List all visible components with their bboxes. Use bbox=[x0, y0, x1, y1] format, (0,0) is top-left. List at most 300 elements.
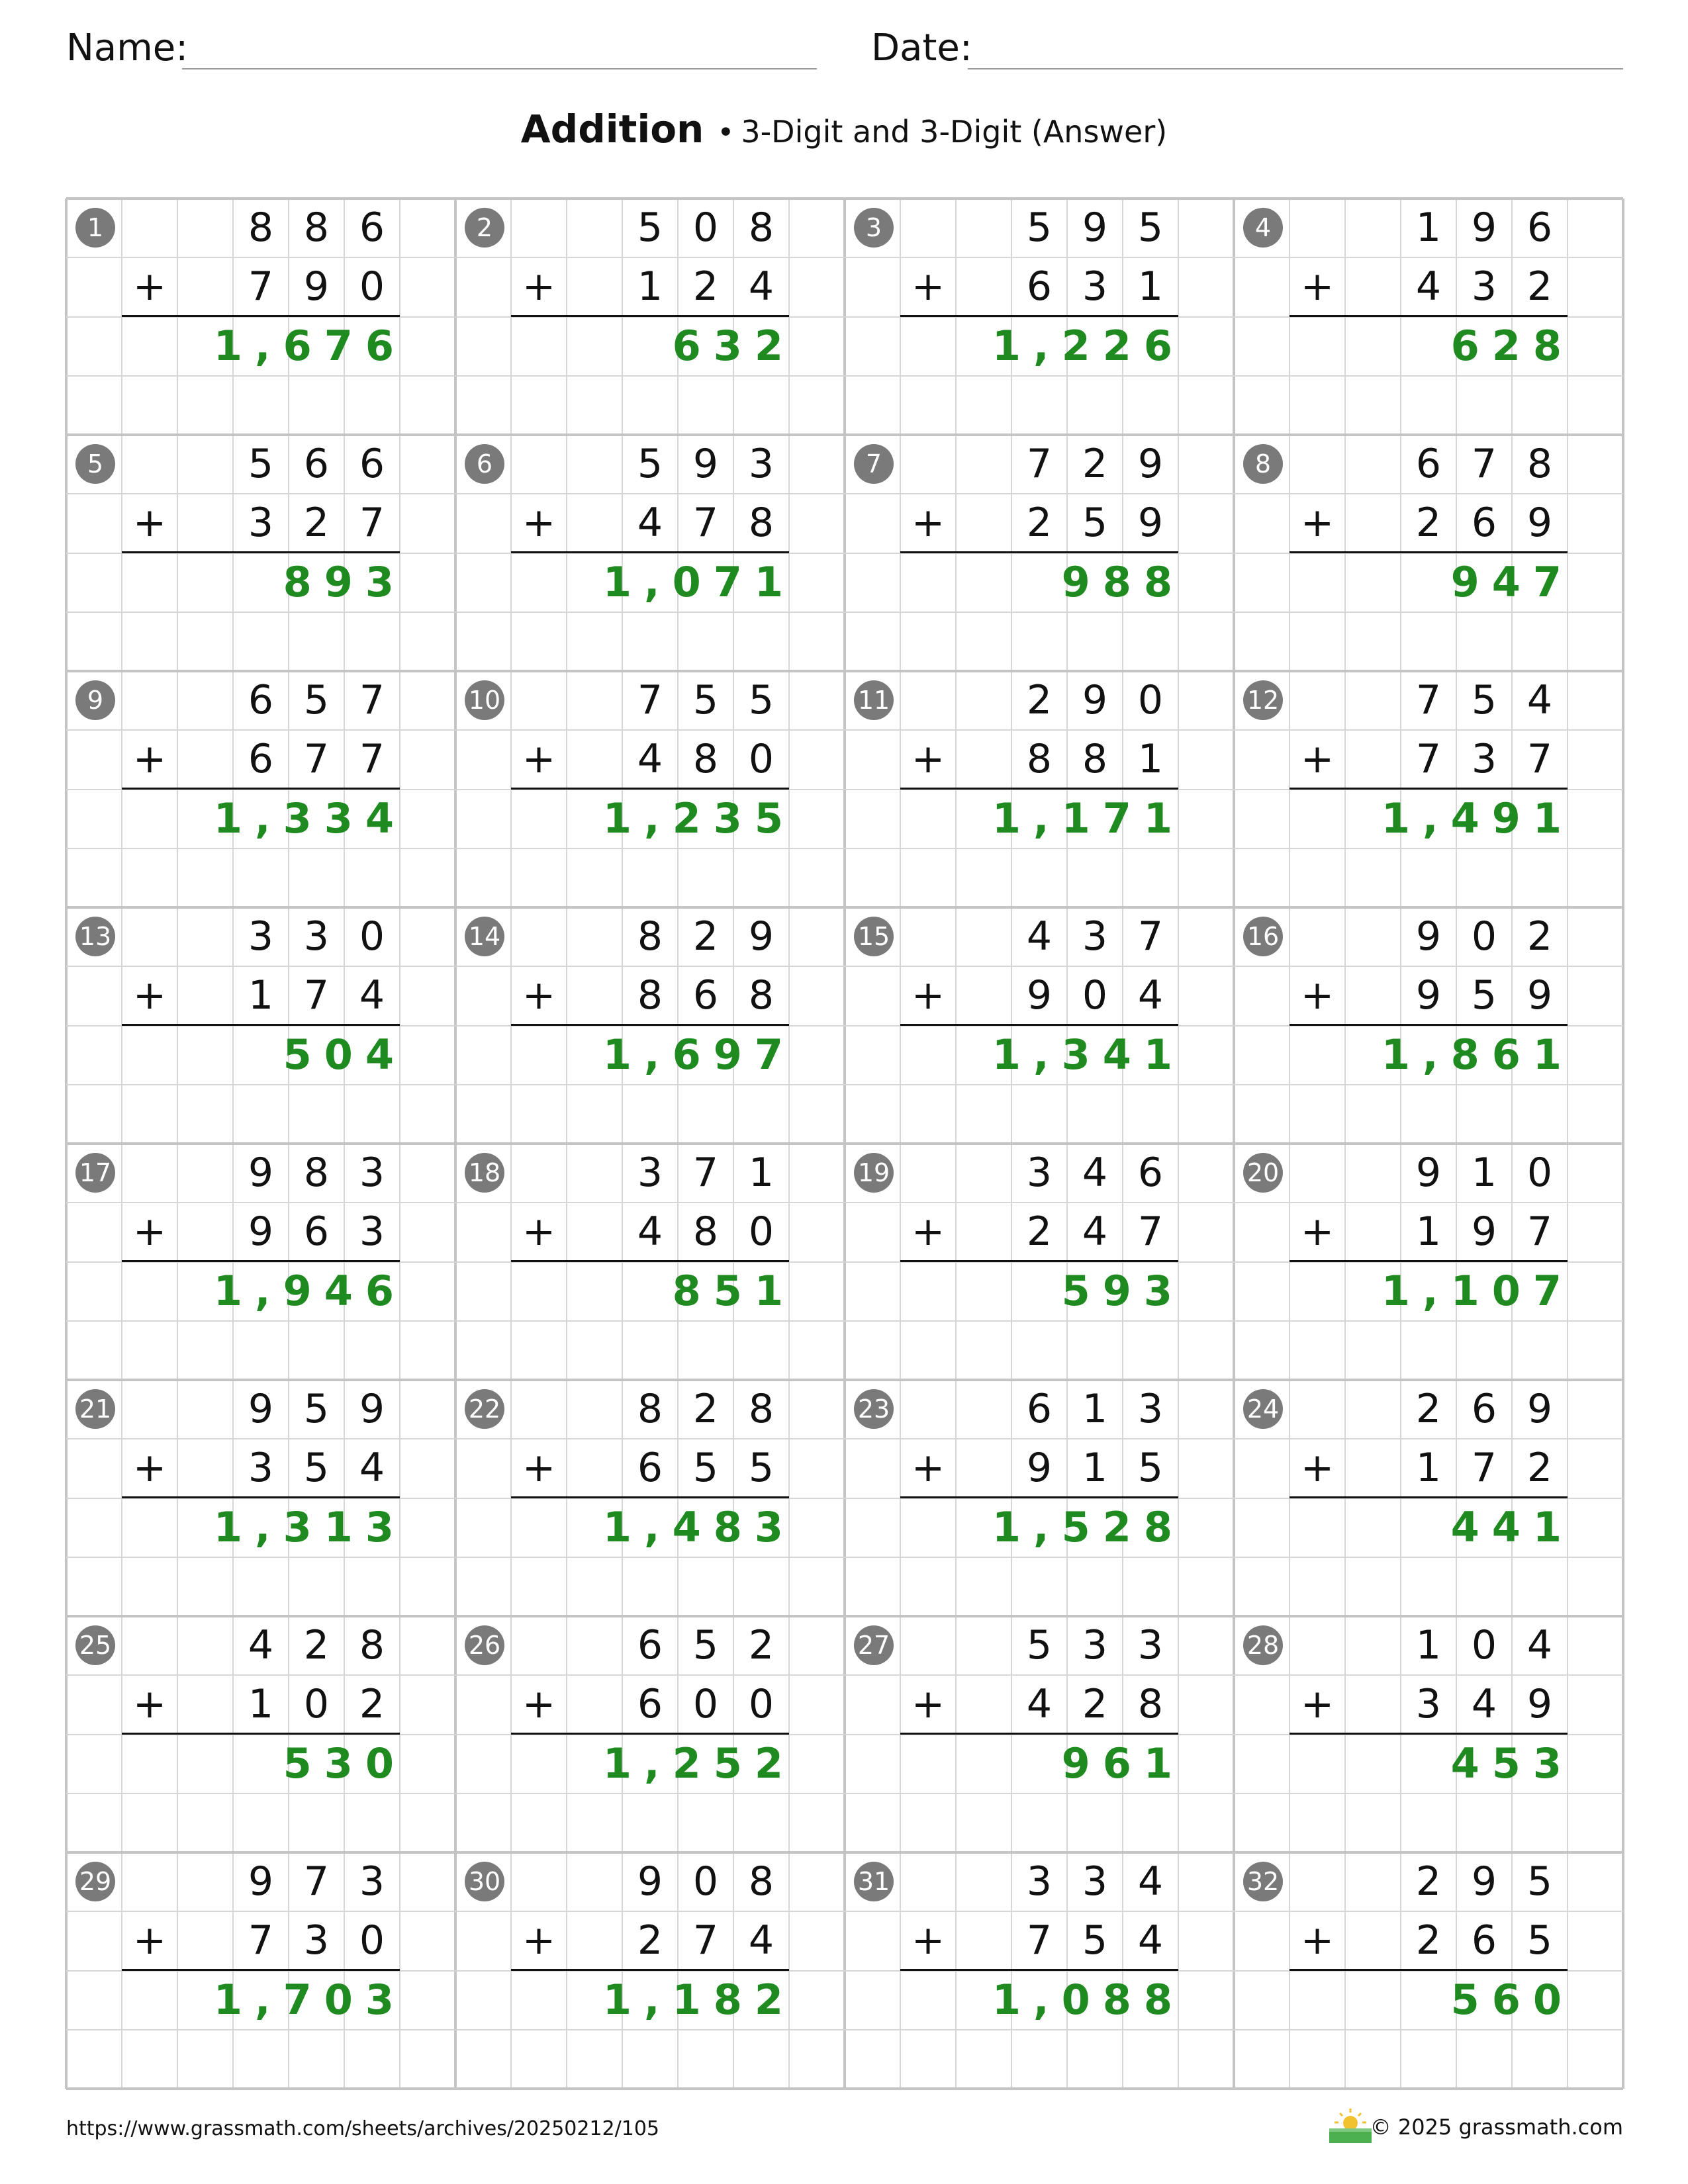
digit-cell: 2 bbox=[1526, 913, 1553, 960]
digit-cell: 4 bbox=[748, 1917, 774, 1964]
answer: 628 bbox=[1450, 322, 1574, 370]
digit-cell: 4 bbox=[637, 1208, 663, 1255]
digit-cell: 4 bbox=[1137, 1917, 1164, 1964]
digit-cell: 3 bbox=[1415, 1681, 1442, 1728]
problem-number-badge: 1 bbox=[75, 208, 115, 248]
digit-cell: 9 bbox=[248, 1150, 274, 1196]
digit-cell: 0 bbox=[692, 205, 719, 251]
digit-cell: 9 bbox=[1526, 1681, 1553, 1728]
digit-cell: 4 bbox=[1026, 1681, 1053, 1728]
answer: 1,182 bbox=[602, 1976, 796, 2024]
plus-sign: + bbox=[1300, 1917, 1335, 1964]
addition-problem bbox=[455, 1380, 845, 1616]
digit-cell: 2 bbox=[359, 1681, 385, 1728]
answer: 1,697 bbox=[602, 1030, 796, 1079]
digit-cell: 5 bbox=[637, 205, 663, 251]
plus-sign: + bbox=[522, 500, 556, 547]
digit-cell: 0 bbox=[303, 1681, 330, 1728]
digit-cell: 6 bbox=[1526, 205, 1553, 251]
digit-cell: 0 bbox=[1471, 1622, 1497, 1668]
addition-problem bbox=[1234, 1380, 1623, 1616]
digit-cell: 8 bbox=[359, 1622, 385, 1668]
answer: 961 bbox=[1061, 1739, 1185, 1788]
name-line[interactable] bbox=[182, 68, 817, 69]
digit-cell: 9 bbox=[1082, 205, 1108, 251]
digit-cell: 7 bbox=[248, 263, 274, 310]
digit-cell: 5 bbox=[692, 677, 719, 723]
digit-cell: 4 bbox=[248, 1622, 274, 1668]
plus-sign: + bbox=[911, 1681, 945, 1728]
digit-cell: 7 bbox=[1415, 677, 1442, 723]
digit-cell: 3 bbox=[1082, 1622, 1108, 1668]
digit-cell: 9 bbox=[1026, 1445, 1053, 1492]
addition-problem bbox=[1234, 1144, 1623, 1380]
addition-problem bbox=[845, 1380, 1234, 1616]
digit-cell: 3 bbox=[248, 913, 274, 960]
problem-number-badge: 4 bbox=[1243, 208, 1283, 248]
answer: 1,071 bbox=[602, 558, 796, 606]
digit-cell: 7 bbox=[1526, 736, 1553, 783]
problem-number-badge: 5 bbox=[75, 444, 115, 484]
digit-cell: 1 bbox=[1471, 1150, 1497, 1196]
digit-cell: 2 bbox=[1026, 500, 1053, 547]
digit-cell: 7 bbox=[303, 972, 330, 1019]
addition-problem bbox=[455, 1852, 845, 2089]
addition-problem bbox=[1234, 435, 1623, 671]
digit-cell: 5 bbox=[1471, 677, 1497, 723]
addition-problem bbox=[455, 1144, 845, 1380]
answer: 1,171 bbox=[992, 794, 1185, 842]
digit-cell: 3 bbox=[1137, 1622, 1164, 1668]
digit-cell: 5 bbox=[303, 1386, 330, 1432]
digit-cell: 7 bbox=[1471, 441, 1497, 487]
digit-cell: 6 bbox=[692, 972, 719, 1019]
answer: 1,226 bbox=[992, 322, 1185, 370]
answer: 851 bbox=[672, 1267, 796, 1315]
problem-number-badge: 29 bbox=[75, 1862, 115, 1901]
digit-cell: 9 bbox=[1415, 913, 1442, 960]
addition-problem bbox=[66, 1616, 455, 1852]
digit-cell: 0 bbox=[359, 913, 385, 960]
digit-cell: 8 bbox=[748, 972, 774, 1019]
answer: 1,946 bbox=[213, 1267, 406, 1315]
problem-number-badge: 21 bbox=[75, 1389, 115, 1429]
digit-cell: 9 bbox=[1526, 972, 1553, 1019]
problem-number-badge: 10 bbox=[465, 680, 504, 720]
digit-cell: 5 bbox=[692, 1445, 719, 1492]
digit-cell: 4 bbox=[1471, 1681, 1497, 1728]
answer: 1,483 bbox=[602, 1503, 796, 1551]
digit-cell: 0 bbox=[1471, 913, 1497, 960]
digit-cell: 6 bbox=[303, 441, 330, 487]
digit-cell: 1 bbox=[1082, 1386, 1108, 1432]
digit-cell: 6 bbox=[248, 736, 274, 783]
digit-cell: 3 bbox=[303, 1917, 330, 1964]
title-subtitle: 3-Digit and 3-Digit (Answer) bbox=[741, 114, 1168, 150]
digit-cell: 6 bbox=[637, 1681, 663, 1728]
digit-cell: 2 bbox=[1082, 441, 1108, 487]
addition-problem bbox=[845, 671, 1234, 907]
digit-cell: 9 bbox=[248, 1208, 274, 1255]
digit-cell: 5 bbox=[1082, 500, 1108, 547]
plus-sign: + bbox=[132, 736, 167, 783]
digit-cell: 3 bbox=[1026, 1150, 1053, 1196]
date-line[interactable] bbox=[968, 68, 1623, 69]
answer: 441 bbox=[1450, 1503, 1574, 1551]
problem-number-badge: 11 bbox=[854, 680, 894, 720]
answer: 893 bbox=[283, 558, 406, 606]
digit-cell: 8 bbox=[692, 1208, 719, 1255]
problem-number-badge: 9 bbox=[75, 680, 115, 720]
plus-sign: + bbox=[911, 500, 945, 547]
digit-cell: 8 bbox=[748, 205, 774, 251]
addition-problem bbox=[66, 1852, 455, 2089]
plus-sign: + bbox=[132, 263, 167, 310]
digit-cell: 2 bbox=[1026, 1208, 1053, 1255]
digit-cell: 7 bbox=[692, 1917, 719, 1964]
digit-cell: 2 bbox=[1526, 1445, 1553, 1492]
addition-problem bbox=[66, 671, 455, 907]
plus-sign: + bbox=[522, 1917, 556, 1964]
digit-cell: 2 bbox=[303, 1622, 330, 1668]
digit-cell: 1 bbox=[1415, 1622, 1442, 1668]
digit-cell: 3 bbox=[1471, 263, 1497, 310]
digit-cell: 4 bbox=[748, 263, 774, 310]
addition-problem bbox=[66, 199, 455, 435]
digit-cell: 9 bbox=[1137, 441, 1164, 487]
plus-sign: + bbox=[132, 1681, 167, 1728]
plus-sign: + bbox=[1300, 263, 1335, 310]
digit-cell: 5 bbox=[748, 677, 774, 723]
digit-cell: 4 bbox=[359, 1445, 385, 1492]
plus-sign: + bbox=[1300, 736, 1335, 783]
plus-sign: + bbox=[132, 1208, 167, 1255]
digit-cell: 8 bbox=[248, 205, 274, 251]
digit-cell: 7 bbox=[1137, 1208, 1164, 1255]
plus-sign: + bbox=[132, 972, 167, 1019]
digit-cell: 9 bbox=[1526, 1386, 1553, 1432]
problem-number-badge: 3 bbox=[854, 208, 894, 248]
addition-problem bbox=[66, 1144, 455, 1380]
digit-cell: 2 bbox=[1082, 1681, 1108, 1728]
digit-cell: 2 bbox=[1026, 677, 1053, 723]
digit-cell: 6 bbox=[248, 677, 274, 723]
digit-cell: 2 bbox=[637, 1917, 663, 1964]
digit-cell: 6 bbox=[1137, 1150, 1164, 1196]
addition-problem bbox=[66, 1380, 455, 1616]
digit-cell: 1 bbox=[748, 1150, 774, 1196]
answer: 988 bbox=[1061, 558, 1185, 606]
digit-cell: 9 bbox=[637, 1858, 663, 1905]
digit-cell: 3 bbox=[1026, 1858, 1053, 1905]
plus-sign: + bbox=[522, 1208, 556, 1255]
problem-number-badge: 17 bbox=[75, 1153, 115, 1193]
digit-cell: 7 bbox=[248, 1917, 274, 1964]
digit-cell: 7 bbox=[359, 736, 385, 783]
digit-cell: 6 bbox=[1471, 500, 1497, 547]
answer: 1,528 bbox=[992, 1503, 1185, 1551]
digit-cell: 5 bbox=[692, 1622, 719, 1668]
digit-cell: 5 bbox=[748, 1445, 774, 1492]
digit-cell: 7 bbox=[359, 677, 385, 723]
digit-cell: 3 bbox=[359, 1150, 385, 1196]
problem-number-badge: 12 bbox=[1243, 680, 1283, 720]
digit-cell: 7 bbox=[637, 677, 663, 723]
answer: 560 bbox=[1450, 1976, 1574, 2024]
digit-cell: 8 bbox=[303, 1150, 330, 1196]
digit-cell: 2 bbox=[748, 1622, 774, 1668]
answer: 593 bbox=[1061, 1267, 1185, 1315]
digit-cell: 0 bbox=[748, 1681, 774, 1728]
digit-cell: 6 bbox=[359, 441, 385, 487]
digit-cell: 2 bbox=[303, 500, 330, 547]
digit-cell: 5 bbox=[303, 677, 330, 723]
answer: 1,491 bbox=[1381, 794, 1574, 842]
answer: 1,235 bbox=[602, 794, 796, 842]
digit-cell: 7 bbox=[1415, 736, 1442, 783]
problem-number-badge: 31 bbox=[854, 1862, 894, 1901]
digit-cell: 2 bbox=[1415, 1386, 1442, 1432]
digit-cell: 2 bbox=[1415, 1917, 1442, 1964]
plus-sign: + bbox=[522, 972, 556, 1019]
digit-cell: 3 bbox=[248, 1445, 274, 1492]
problem-grid bbox=[66, 199, 1623, 2089]
plus-sign: + bbox=[911, 1445, 945, 1492]
digit-cell: 6 bbox=[1026, 1386, 1053, 1432]
plus-sign: + bbox=[522, 1681, 556, 1728]
digit-cell: 9 bbox=[1415, 1150, 1442, 1196]
digit-cell: 3 bbox=[359, 1858, 385, 1905]
digit-cell: 3 bbox=[637, 1150, 663, 1196]
digit-cell: 0 bbox=[692, 1681, 719, 1728]
addition-problem bbox=[1234, 199, 1623, 435]
answer: 453 bbox=[1450, 1739, 1574, 1788]
digit-cell: 7 bbox=[1026, 441, 1053, 487]
digit-cell: 0 bbox=[359, 1917, 385, 1964]
digit-cell: 3 bbox=[248, 500, 274, 547]
digit-cell: 7 bbox=[1526, 1208, 1553, 1255]
addition-problem bbox=[845, 1852, 1234, 2089]
digit-cell: 0 bbox=[359, 263, 385, 310]
digit-cell: 0 bbox=[1526, 1150, 1553, 1196]
digit-cell: 7 bbox=[303, 736, 330, 783]
plus-sign: + bbox=[522, 263, 556, 310]
digit-cell: 2 bbox=[692, 263, 719, 310]
answer: 530 bbox=[283, 1739, 406, 1788]
digit-cell: 5 bbox=[248, 441, 274, 487]
problem-number-badge: 7 bbox=[854, 444, 894, 484]
digit-cell: 8 bbox=[1526, 441, 1553, 487]
digit-cell: 8 bbox=[1026, 736, 1053, 783]
addition-problem bbox=[845, 199, 1234, 435]
digit-cell: 5 bbox=[303, 1445, 330, 1492]
plus-sign: + bbox=[911, 736, 945, 783]
date-label: Date: bbox=[871, 26, 972, 69]
digit-cell: 8 bbox=[1137, 1681, 1164, 1728]
digit-cell: 9 bbox=[1415, 972, 1442, 1019]
digit-cell: 2 bbox=[1526, 263, 1553, 310]
plus-sign: + bbox=[132, 1445, 167, 1492]
digit-cell: 5 bbox=[1026, 205, 1053, 251]
digit-cell: 6 bbox=[1026, 263, 1053, 310]
digit-cell: 8 bbox=[748, 1858, 774, 1905]
digit-cell: 7 bbox=[303, 1858, 330, 1905]
problem-number-badge: 2 bbox=[465, 208, 504, 248]
footer-copyright: © 2025 grassmath.com bbox=[1370, 2115, 1623, 2140]
answer: 1,703 bbox=[213, 1976, 406, 2024]
addition-problem bbox=[1234, 1852, 1623, 2089]
digit-cell: 0 bbox=[1137, 677, 1164, 723]
digit-cell: 8 bbox=[1082, 736, 1108, 783]
problem-number-badge: 23 bbox=[854, 1389, 894, 1429]
plus-sign: + bbox=[1300, 1681, 1335, 1728]
name-label: Name: bbox=[66, 26, 189, 69]
digit-cell: 7 bbox=[692, 500, 719, 547]
digit-cell: 6 bbox=[1471, 1917, 1497, 1964]
digit-cell: 9 bbox=[248, 1386, 274, 1432]
digit-cell: 5 bbox=[1026, 1622, 1053, 1668]
plus-sign: + bbox=[132, 1917, 167, 1964]
digit-cell: 7 bbox=[1471, 1445, 1497, 1492]
problem-number-badge: 32 bbox=[1243, 1862, 1283, 1901]
digit-cell: 4 bbox=[1082, 1208, 1108, 1255]
answer: 632 bbox=[672, 322, 796, 370]
digit-cell: 4 bbox=[1082, 1150, 1108, 1196]
digit-cell: 1 bbox=[248, 972, 274, 1019]
digit-cell: 3 bbox=[1471, 736, 1497, 783]
problem-number-badge: 26 bbox=[465, 1625, 504, 1665]
digit-cell: 1 bbox=[1137, 736, 1164, 783]
problem-number-badge: 28 bbox=[1243, 1625, 1283, 1665]
digit-cell: 8 bbox=[637, 1386, 663, 1432]
digit-cell: 0 bbox=[748, 1208, 774, 1255]
digit-cell: 2 bbox=[1415, 1858, 1442, 1905]
addition-problem bbox=[66, 435, 455, 671]
digit-cell: 4 bbox=[637, 736, 663, 783]
plus-sign: + bbox=[911, 972, 945, 1019]
problem-number-badge: 8 bbox=[1243, 444, 1283, 484]
plus-sign: + bbox=[522, 736, 556, 783]
digit-cell: 5 bbox=[637, 441, 663, 487]
answer: 1,313 bbox=[213, 1503, 406, 1551]
digit-cell: 9 bbox=[1471, 1858, 1497, 1905]
digit-cell: 3 bbox=[1082, 1858, 1108, 1905]
title-main: Addition bbox=[520, 107, 704, 152]
digit-cell: 5 bbox=[1471, 972, 1497, 1019]
digit-cell: 6 bbox=[637, 1622, 663, 1668]
plus-sign: + bbox=[1300, 500, 1335, 547]
digit-cell: 3 bbox=[1082, 263, 1108, 310]
digit-cell: 3 bbox=[303, 913, 330, 960]
digit-cell: 3 bbox=[748, 441, 774, 487]
digit-cell: 6 bbox=[1415, 441, 1442, 487]
addition-problem bbox=[455, 907, 845, 1144]
addition-problem bbox=[66, 907, 455, 1144]
digit-cell: 1 bbox=[248, 1681, 274, 1728]
digit-cell: 1 bbox=[637, 263, 663, 310]
digit-cell: 3 bbox=[1137, 1386, 1164, 1432]
problem-number-badge: 18 bbox=[465, 1153, 504, 1193]
digit-cell: 2 bbox=[692, 913, 719, 960]
digit-cell: 5 bbox=[1082, 1917, 1108, 1964]
answer: 1,334 bbox=[213, 794, 406, 842]
digit-cell: 4 bbox=[359, 972, 385, 1019]
footer-url[interactable]: https://www.grassmath.com/sheets/archives/20250212/105 bbox=[66, 2117, 660, 2140]
title-separator: • bbox=[717, 116, 735, 150]
addition-problem bbox=[1234, 907, 1623, 1144]
plus-sign: + bbox=[1300, 972, 1335, 1019]
problem-number-badge: 13 bbox=[75, 917, 115, 956]
digit-cell: 2 bbox=[692, 1386, 719, 1432]
digit-cell: 3 bbox=[359, 1208, 385, 1255]
addition-problem bbox=[1234, 1616, 1623, 1852]
digit-cell: 7 bbox=[359, 500, 385, 547]
digit-cell: 9 bbox=[359, 1386, 385, 1432]
digit-cell: 4 bbox=[1526, 677, 1553, 723]
addition-problem bbox=[845, 907, 1234, 1144]
problem-number-badge: 25 bbox=[75, 1625, 115, 1665]
problem-number-badge: 14 bbox=[465, 917, 504, 956]
digit-cell: 5 bbox=[1526, 1858, 1553, 1905]
digit-cell: 8 bbox=[303, 205, 330, 251]
digit-cell: 9 bbox=[748, 913, 774, 960]
digit-cell: 8 bbox=[748, 500, 774, 547]
digit-cell: 8 bbox=[692, 736, 719, 783]
plus-sign: + bbox=[911, 263, 945, 310]
problem-number-badge: 30 bbox=[465, 1862, 504, 1901]
digit-cell: 3 bbox=[1082, 913, 1108, 960]
plus-sign: + bbox=[911, 1917, 945, 1964]
digit-cell: 8 bbox=[637, 913, 663, 960]
problem-number-badge: 6 bbox=[465, 444, 504, 484]
digit-cell: 4 bbox=[1026, 913, 1053, 960]
addition-problem bbox=[455, 435, 845, 671]
problem-number-badge: 20 bbox=[1243, 1153, 1283, 1193]
problem-number-badge: 27 bbox=[854, 1625, 894, 1665]
plus-sign: + bbox=[911, 1208, 945, 1255]
answer: 947 bbox=[1450, 558, 1574, 606]
digit-cell: 2 bbox=[1415, 500, 1442, 547]
addition-problem bbox=[455, 1616, 845, 1852]
worksheet-title bbox=[0, 103, 1688, 165]
digit-cell: 9 bbox=[1471, 1208, 1497, 1255]
digit-cell: 5 bbox=[1137, 1445, 1164, 1492]
digit-cell: 1 bbox=[1415, 1445, 1442, 1492]
answer: 1,676 bbox=[213, 322, 406, 370]
digit-cell: 5 bbox=[1526, 1917, 1553, 1964]
digit-cell: 9 bbox=[1526, 500, 1553, 547]
digit-cell: 9 bbox=[1082, 677, 1108, 723]
addition-problem bbox=[845, 435, 1234, 671]
digit-cell: 1 bbox=[1415, 1208, 1442, 1255]
grass-sun-logo-icon bbox=[1327, 2106, 1374, 2144]
digit-cell: 9 bbox=[1471, 205, 1497, 251]
addition-problem bbox=[845, 1616, 1234, 1852]
digit-cell: 9 bbox=[303, 263, 330, 310]
digit-cell: 6 bbox=[359, 205, 385, 251]
digit-cell: 7 bbox=[1137, 913, 1164, 960]
plus-sign: + bbox=[132, 500, 167, 547]
digit-cell: 9 bbox=[1026, 972, 1053, 1019]
answer: 1,861 bbox=[1381, 1030, 1574, 1079]
problem-number-badge: 24 bbox=[1243, 1389, 1283, 1429]
digit-cell: 7 bbox=[1026, 1917, 1053, 1964]
problem-number-badge: 22 bbox=[465, 1389, 504, 1429]
digit-cell: 4 bbox=[1137, 1858, 1164, 1905]
digit-cell: 1 bbox=[1415, 205, 1442, 251]
digit-cell: 7 bbox=[692, 1150, 719, 1196]
digit-cell: 6 bbox=[1471, 1386, 1497, 1432]
